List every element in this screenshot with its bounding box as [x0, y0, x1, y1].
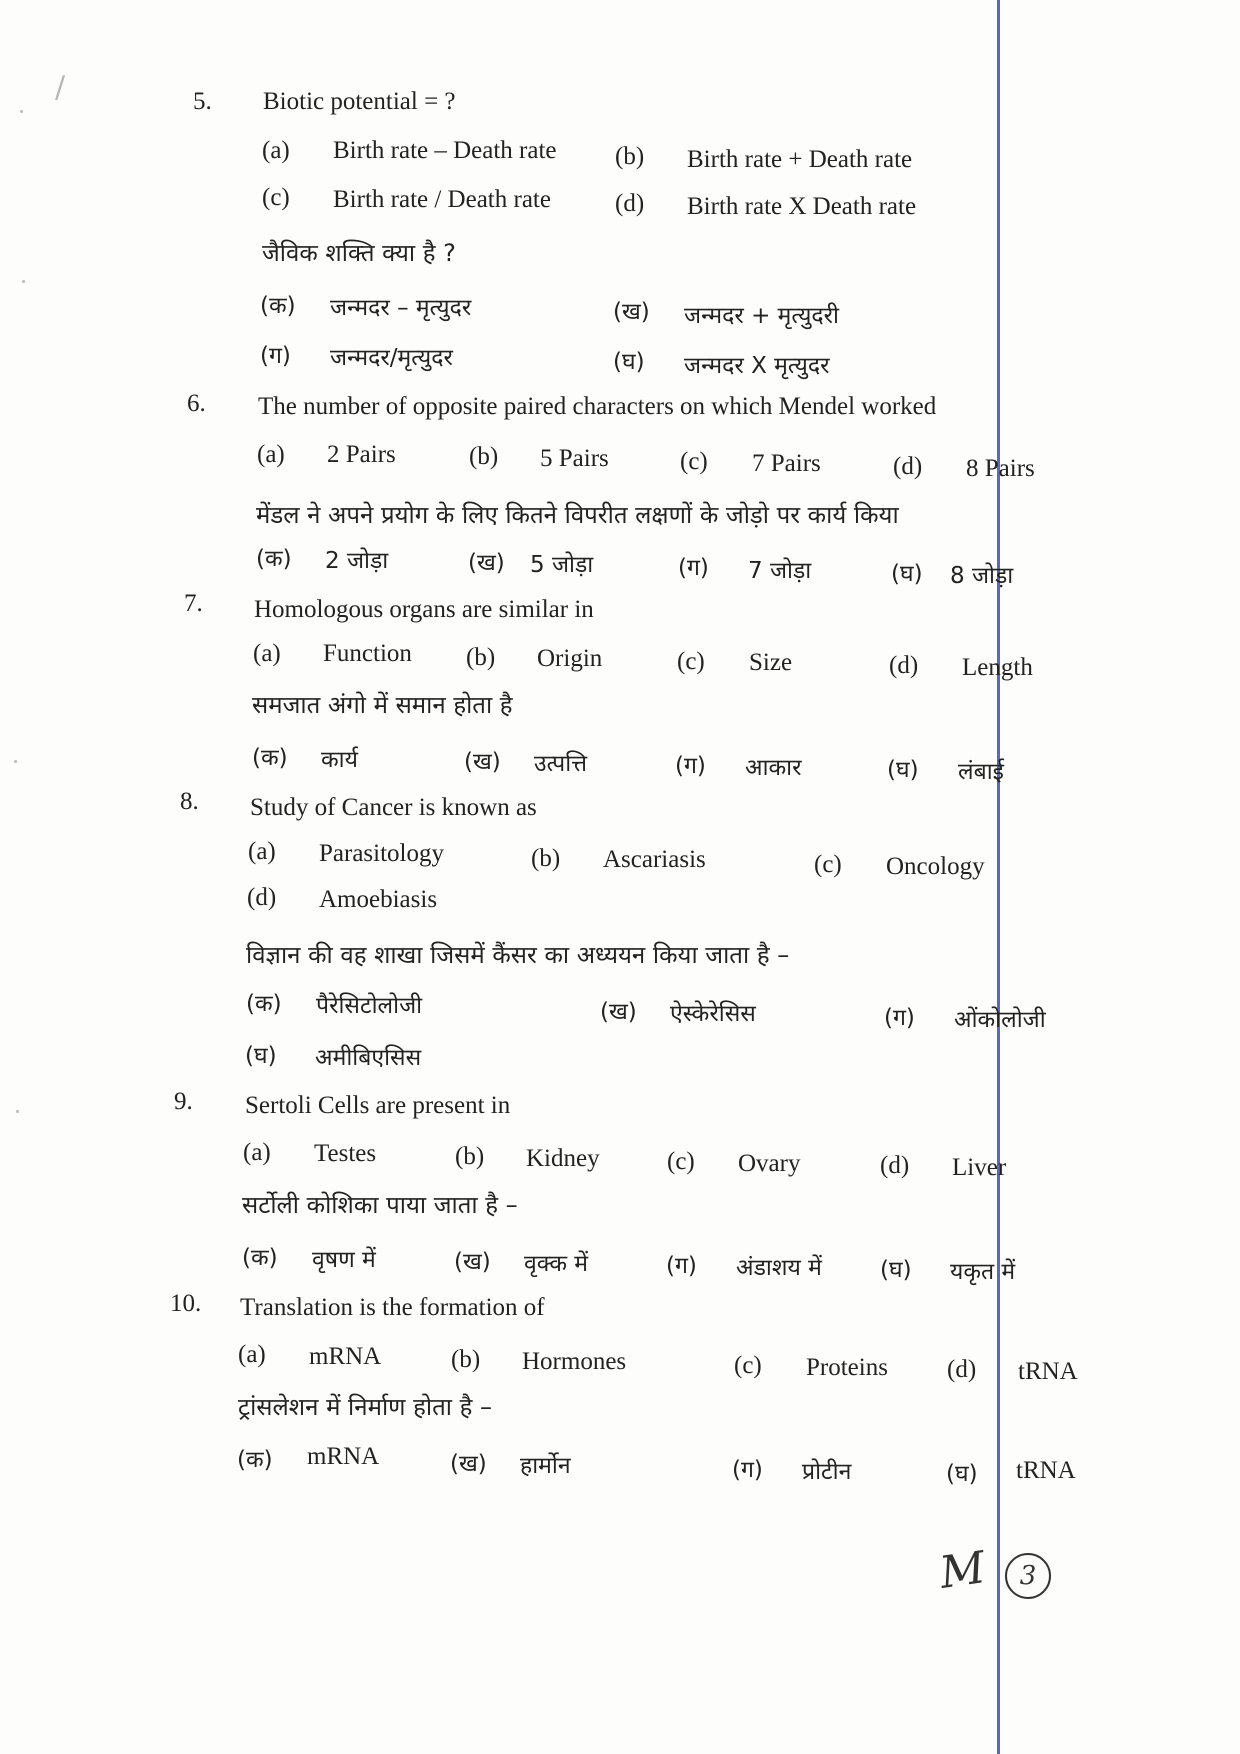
handwritten-signature: M — [936, 1542, 989, 1599]
option-label: (c) — [667, 1148, 695, 1175]
margin-line — [997, 0, 1000, 1754]
option-label: (b) — [531, 845, 561, 872]
option-text: Liver — [952, 1154, 1007, 1181]
option-label: (क) — [260, 293, 296, 319]
option-text: कार्य — [321, 747, 358, 773]
option-label: (ग) — [666, 1253, 697, 1279]
option-label: (क) — [252, 745, 288, 771]
option-label: (c) — [814, 851, 842, 878]
option-text: अंडाशय में — [736, 1255, 822, 1281]
option-label: (घ) — [891, 561, 923, 587]
option-text: उत्पत्ति — [534, 751, 588, 777]
option-text: Length — [962, 654, 1033, 681]
question-text-hi: ट्रांसलेशन में निर्माण होता है – — [238, 1393, 492, 1421]
option-label: (ख) — [468, 550, 505, 576]
page-number: 3 — [1005, 1553, 1051, 1599]
option-label: (ख) — [464, 749, 501, 775]
option-text: पैरेसिटोलोजी — [316, 993, 423, 1019]
question-number: 10. — [170, 1290, 202, 1317]
option-text: यकृत में — [950, 1259, 1016, 1285]
option-label: (c) — [677, 648, 705, 675]
option-label: (c) — [680, 448, 708, 475]
option-text: हार्मोन — [520, 1453, 571, 1479]
option-text: 7 Pairs — [752, 450, 821, 477]
question-text-hi: जैविक शक्ति क्या है ? — [262, 239, 456, 267]
option-label: (क) — [256, 546, 292, 572]
option-label: (क) — [237, 1447, 273, 1473]
question-number: 5. — [193, 88, 212, 115]
option-text: tRNA — [1016, 1457, 1076, 1484]
option-text: Function — [323, 640, 412, 667]
scan-speck — [14, 760, 17, 763]
option-text: Parasitology — [319, 840, 444, 867]
option-text: Hormones — [522, 1348, 627, 1375]
option-text: 5 जोड़ा — [530, 552, 594, 578]
option-label: (घ) — [613, 349, 645, 375]
option-label: (b) — [469, 443, 499, 470]
option-label: (ग) — [732, 1457, 763, 1483]
option-text: Proteins — [806, 1354, 888, 1381]
option-text: tRNA — [1018, 1358, 1078, 1385]
option-label: (b) — [451, 1346, 481, 1373]
option-label: (a) — [257, 441, 285, 468]
option-label: (a) — [243, 1139, 271, 1166]
question-number: 8. — [180, 788, 199, 815]
option-text: 2 जोड़ा — [325, 548, 389, 574]
option-text: Size — [749, 649, 793, 676]
option-label: (ग) — [678, 555, 709, 581]
option-label: (ख) — [600, 999, 637, 1025]
option-label: (a) — [248, 838, 276, 865]
question-number: 7. — [184, 590, 203, 617]
option-label: (b) — [455, 1143, 485, 1170]
question-text-hi: सर्टोली कोशिका पाया जाता है – — [242, 1191, 518, 1219]
option-label: (d) — [893, 453, 923, 480]
option-text: लंबाई — [958, 759, 1004, 785]
option-label: (d) — [880, 1152, 910, 1179]
option-label: (b) — [615, 143, 645, 170]
option-label: (घ) — [887, 757, 919, 783]
option-text: ऐस्केरेसिस — [670, 1001, 756, 1027]
option-label: (ग) — [260, 343, 291, 369]
option-label: (क) — [242, 1245, 278, 1271]
option-text: Birth rate / Death rate — [333, 186, 551, 213]
option-label: (ग) — [675, 753, 706, 779]
question-text-en: The number of opposite paired characters on which Mendel worked — [258, 393, 937, 420]
option-label: (a) — [238, 1341, 266, 1368]
question-number: 6. — [187, 390, 206, 417]
option-text: Birth rate X Death rate — [687, 193, 917, 220]
option-text: 8 जोड़ा — [950, 563, 1014, 589]
option-label: (a) — [262, 137, 290, 164]
option-text: जन्मदर – मृत्युदर — [330, 295, 472, 321]
option-text: 8 Pairs — [966, 455, 1035, 482]
option-label: (क) — [246, 991, 282, 1017]
option-label: (d) — [247, 884, 277, 911]
question-number: 9. — [174, 1088, 193, 1115]
option-label: (a) — [253, 640, 281, 667]
option-label: (d) — [615, 190, 645, 217]
scan-speck — [22, 280, 25, 283]
option-text: वृक्क में — [524, 1251, 589, 1277]
option-label: (घ) — [880, 1257, 912, 1283]
option-text: 2 Pairs — [327, 441, 396, 468]
option-text: ओंकोलोजी — [954, 1007, 1046, 1033]
option-text: Birth rate – Death rate — [333, 137, 557, 164]
option-label: (d) — [947, 1356, 977, 1383]
option-text: Oncology — [886, 853, 985, 880]
question-text-en: Biotic potential = ? — [263, 88, 456, 115]
option-text: आकार — [745, 755, 802, 781]
option-label: (d) — [889, 652, 919, 679]
question-text-en: Study of Cancer is known as — [250, 794, 537, 821]
option-text: 7 जोड़ा — [748, 558, 812, 584]
option-label: (घ) — [946, 1461, 978, 1487]
question-text-en: Homologous organs are similar in — [254, 596, 594, 623]
option-text: Origin — [537, 645, 603, 672]
option-label: (ख) — [454, 1249, 491, 1275]
pencil-mark: / — [55, 70, 66, 105]
option-label: (घ) — [245, 1043, 277, 1069]
option-label: (c) — [734, 1352, 762, 1379]
question-text-en: Translation is the formation of — [240, 1294, 545, 1321]
option-text: Ascariasis — [603, 846, 706, 873]
option-text: Kidney — [526, 1145, 600, 1172]
option-text: Amoebiasis — [319, 886, 438, 913]
option-text: जन्मदर X मृत्युदर — [684, 353, 830, 379]
option-label: (ख) — [450, 1451, 487, 1477]
option-text: Testes — [314, 1140, 377, 1167]
option-text: mRNA — [309, 1343, 382, 1370]
option-text: जन्मदर + मृत्युदरी — [684, 303, 839, 329]
question-text-hi: मेंडल ने अपने प्रयोग के लिए कितने विपरीत लक्षणों के जोड़ो पर कार्य किया — [256, 501, 899, 529]
option-label: (c) — [262, 184, 290, 211]
option-text: वृषण में — [312, 1247, 376, 1273]
option-label: (ग) — [884, 1005, 915, 1031]
option-text: Birth rate + Death rate — [687, 146, 913, 173]
option-text: अमीबिएसिस — [315, 1045, 422, 1071]
question-text-en: Sertoli Cells are present in — [245, 1092, 511, 1119]
option-text: जन्मदर/मृत्युदर — [330, 345, 453, 371]
option-text: mRNA — [307, 1443, 380, 1470]
option-text: 5 Pairs — [540, 445, 609, 472]
option-text: प्रोटीन — [802, 1459, 852, 1485]
scan-speck — [20, 110, 23, 113]
question-text-hi: विज्ञान की वह शाखा जिसमें कैंसर का अध्ययन किया जाता है – — [246, 941, 790, 969]
option-label: (b) — [466, 644, 496, 671]
scan-speck — [16, 1110, 19, 1113]
option-label: (ख) — [613, 299, 650, 325]
option-text: Ovary — [738, 1150, 801, 1177]
question-text-hi: समजात अंगो में समान होता है — [252, 691, 513, 719]
